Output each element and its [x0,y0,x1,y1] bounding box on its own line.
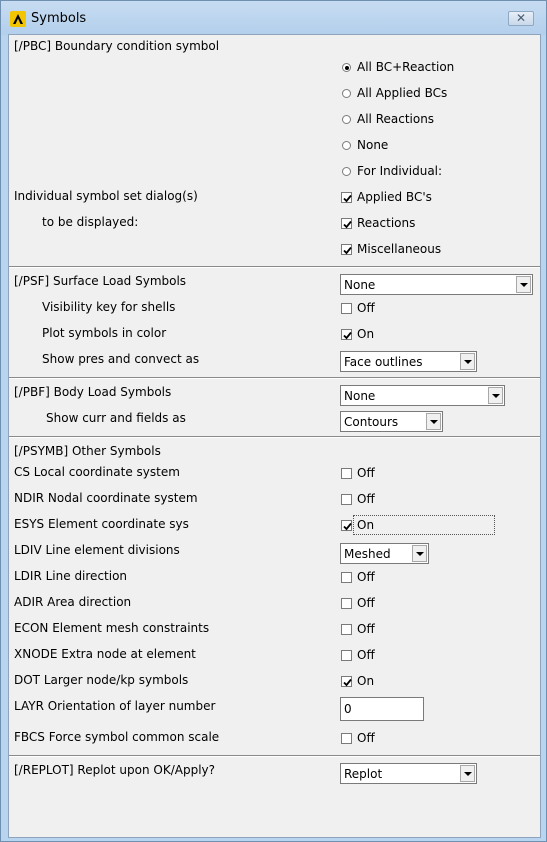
checkbox-label: Reactions [357,216,416,230]
psf-select[interactable] [340,274,533,295]
ansys-logo-icon [10,11,26,27]
radio-label: All Applied BCs [357,86,448,100]
checkbox-label: Off [357,622,375,636]
pres-label: Show pres and convect as [42,352,200,366]
radio-all-reactions[interactable] [342,115,351,124]
chevron-down-icon[interactable] [412,545,427,562]
radio-label: All BC+Reaction [357,60,455,74]
input-value: 0 [344,702,352,716]
psymb-label: [/PSYMB] Other Symbols [14,444,161,458]
pbc-label: [/PBC] Boundary condition symbol [14,39,220,53]
ldiv-label: LDIV Line element divisions [14,543,180,557]
checkbox-miscellaneous[interactable] [341,244,352,255]
check-icon [342,245,353,256]
checkbox-label: Off [357,466,375,480]
displayed-label: to be displayed: [42,215,139,229]
replot-label: [/REPLOT] Replot upon OK/Apply? [14,763,215,777]
checkbox-dot[interactable] [341,676,352,687]
cs-label: CS Local coordinate system [14,465,180,479]
esys-label: ESYS Element coordinate sys [14,517,189,531]
individual-label: Individual symbol set dialog(s) [14,189,198,203]
checkbox-ldir[interactable] [341,572,352,583]
select-value: Replot [344,767,383,781]
layr-input[interactable] [340,697,424,721]
window-title: Symbols [31,11,87,26]
curr-label: Show curr and fields as [46,411,186,425]
checkbox-ndir[interactable] [341,494,352,505]
checkbox-plot-color[interactable] [341,329,352,340]
close-button[interactable] [508,11,534,26]
radio-for-individual[interactable] [342,167,351,176]
chevron-down-icon[interactable] [488,387,503,404]
checkbox-xnode[interactable] [341,650,352,661]
checkbox-label: On [357,327,375,341]
check-icon [342,521,353,532]
checkbox-adir[interactable] [341,598,352,609]
checkbox-label: On [357,674,375,688]
check-icon [342,193,353,204]
select-value: Contours [344,415,399,429]
radio-all-bc-reaction[interactable] [342,63,351,72]
focus-rectangle [353,515,495,535]
check-icon [342,219,353,230]
pres-select[interactable] [340,351,477,372]
checkbox-label: Off [357,570,375,584]
checkbox-label: Off [357,731,375,745]
psf-label: [/PSF] Surface Load Symbols [14,274,187,288]
checkbox-label: Off [357,301,375,315]
radio-label: None [357,138,389,152]
ldir-label: LDIR Line direction [14,569,128,583]
pbf-label: [/PBF] Body Load Symbols [14,385,172,399]
radio-label: All Reactions [357,112,435,126]
pbf-select[interactable] [340,385,505,406]
select-value: None [344,389,376,403]
dot-label: DOT Larger node/kp symbols [14,673,189,687]
checkbox-econ[interactable] [341,624,352,635]
xnode-label: XNODE Extra node at element [14,647,196,661]
separator [9,436,540,438]
separator [9,266,540,268]
replot-select[interactable] [340,763,477,784]
separator [9,377,540,379]
checkbox-applied-bcs[interactable] [341,192,352,203]
check-icon [342,330,353,341]
checkbox-fbcs[interactable] [341,733,352,744]
close-icon: ✕ [515,11,527,25]
check-icon [342,677,353,688]
color-label: Plot symbols in color [42,326,167,340]
radio-label: For Individual: [357,164,443,178]
dialog-body [8,34,541,838]
shell-label: Visibility key for shells [42,300,176,314]
radio-all-applied-bcs[interactable] [342,89,351,98]
select-value: Meshed [344,547,391,561]
econ-label: ECON Element mesh constraints [14,621,210,635]
select-value: Face outlines [344,355,423,369]
curr-select[interactable] [340,411,443,432]
ldiv-select[interactable] [340,543,429,564]
checkbox-label: On [357,518,375,532]
fbcs-label: FBCS Force symbol common scale [14,730,220,744]
adir-label: ADIR Area direction [14,595,132,609]
layr-label: LAYR Orientation of layer number [14,699,216,713]
chevron-down-icon[interactable] [460,765,475,782]
checkbox-label: Off [357,596,375,610]
chevron-down-icon[interactable] [460,353,475,370]
separator [9,755,540,757]
checkbox-cs[interactable] [341,468,352,479]
select-value: None [344,278,376,292]
checkbox-label: Applied BC's [357,190,432,204]
checkbox-label: Off [357,648,375,662]
chevron-down-icon[interactable] [516,276,531,293]
checkbox-label: Miscellaneous [357,242,442,256]
ndir-label: NDIR Nodal coordinate system [14,491,198,505]
checkbox-reactions[interactable] [341,218,352,229]
radio-none[interactable] [342,141,351,150]
checkbox-label: Off [357,492,375,506]
chevron-down-icon[interactable] [426,413,441,430]
checkbox-shell-visibility[interactable] [341,303,352,314]
title-bar[interactable] [1,1,546,35]
checkbox-esys[interactable] [341,520,352,531]
